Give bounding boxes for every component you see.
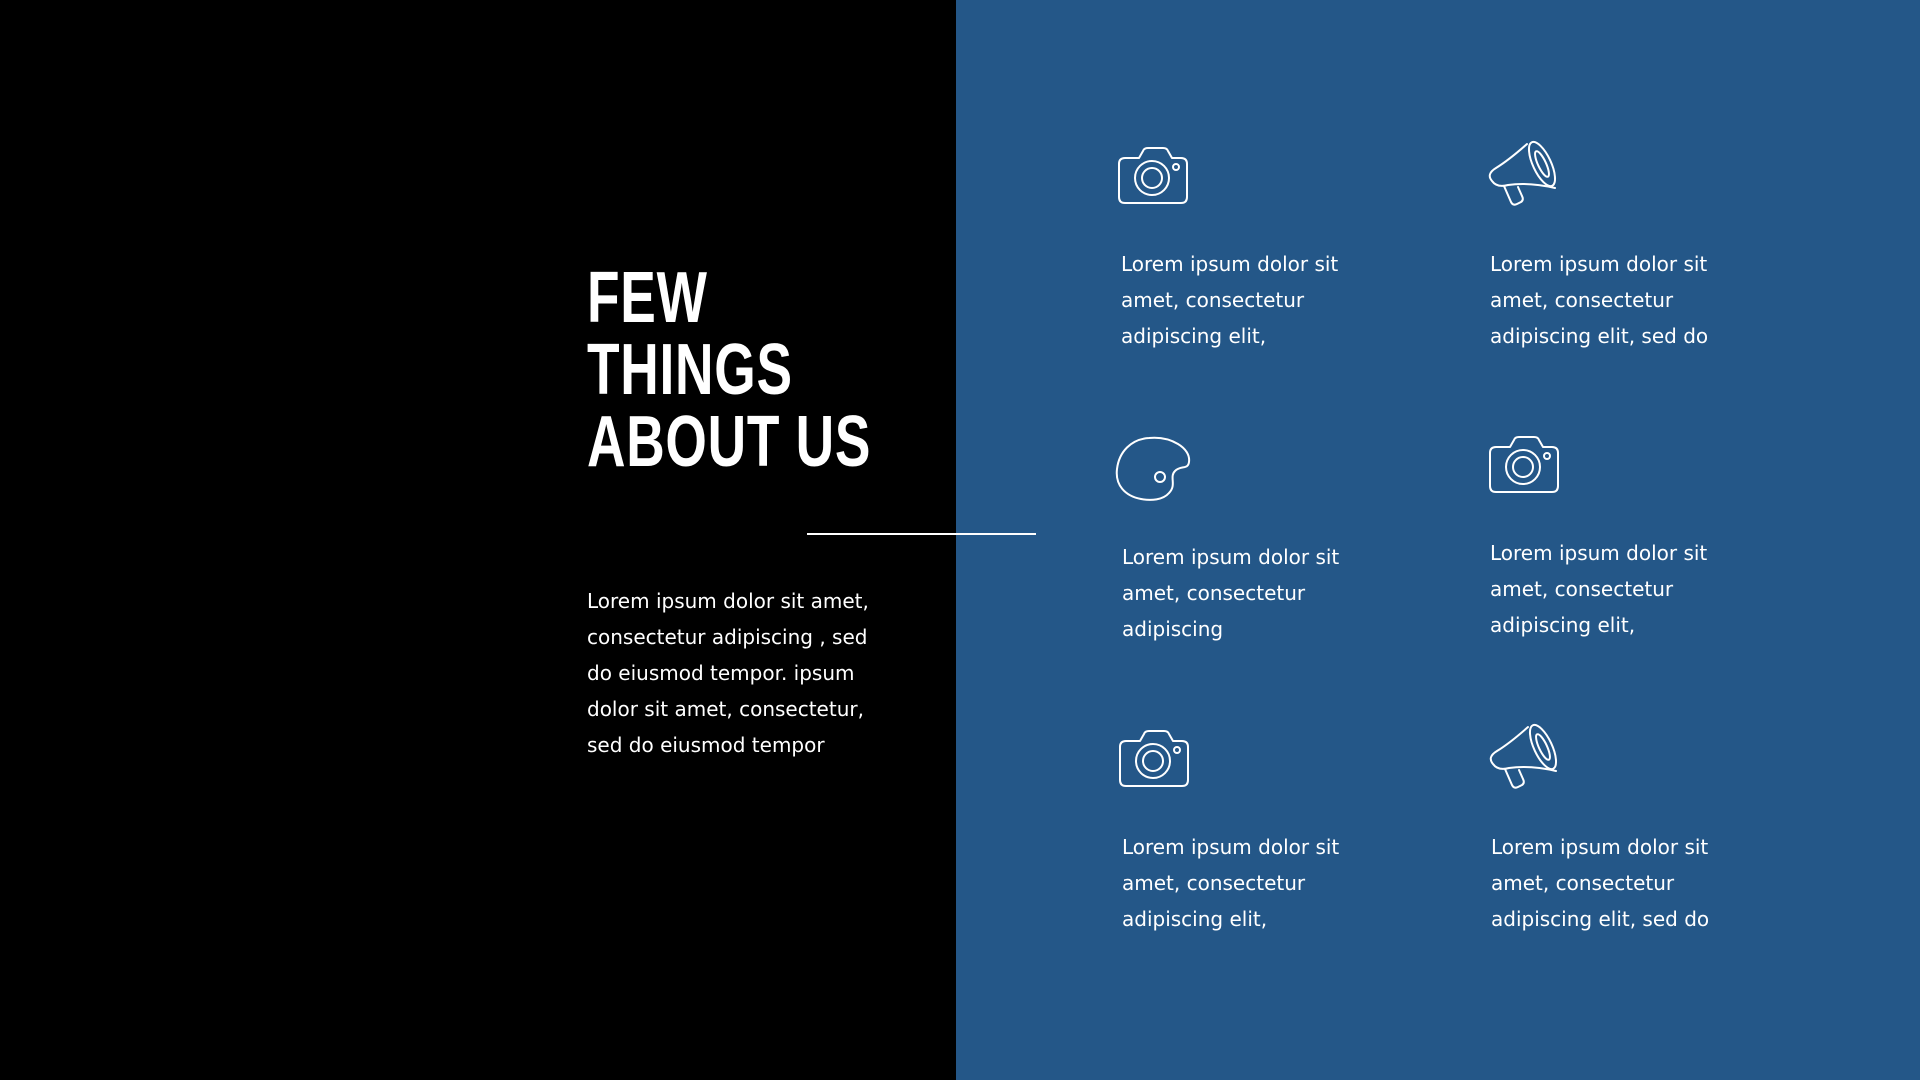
camera-icon xyxy=(1484,424,1564,504)
camera-icon xyxy=(1114,718,1194,798)
title-line-3: ABOUT US xyxy=(587,402,872,482)
feature-text-2: Lorem ipsum dolor sit amet, consectetur adipiscing elit, sed do xyxy=(1490,252,1709,348)
feature-text-5: Lorem ipsum dolor sit amet, consectetur adipiscing elit, xyxy=(1122,835,1340,931)
feature-text-1: Lorem ipsum dolor sit amet, consectetur adipiscing elit, xyxy=(1121,252,1339,348)
title-line-1: FEW xyxy=(587,258,708,338)
camera-icon xyxy=(1113,135,1193,215)
slide-title xyxy=(587,258,872,482)
megaphone-icon xyxy=(1484,130,1564,210)
feature-text-4: Lorem ipsum dolor sit amet, consectetur adipiscing elit, xyxy=(1490,541,1708,637)
left-panel xyxy=(0,0,956,1080)
feature-text-3: Lorem ipsum dolor sit amet, consectetur adipiscing xyxy=(1122,545,1340,641)
feature-text-6: Lorem ipsum dolor sit amet, consectetur adipiscing elit, sed do xyxy=(1491,835,1710,931)
intro-text: Lorem ipsum dolor sit amet, consectetur adipiscing , sed do eiusmod tempor. ipsum dolor sit amet, consectetur, sed do eiusmod tempor xyxy=(587,589,869,757)
title-divider xyxy=(807,533,1036,535)
palette-icon xyxy=(1113,428,1193,508)
right-panel xyxy=(956,0,1920,1080)
title-line-2: THINGS xyxy=(587,330,793,410)
megaphone-icon xyxy=(1485,713,1565,793)
